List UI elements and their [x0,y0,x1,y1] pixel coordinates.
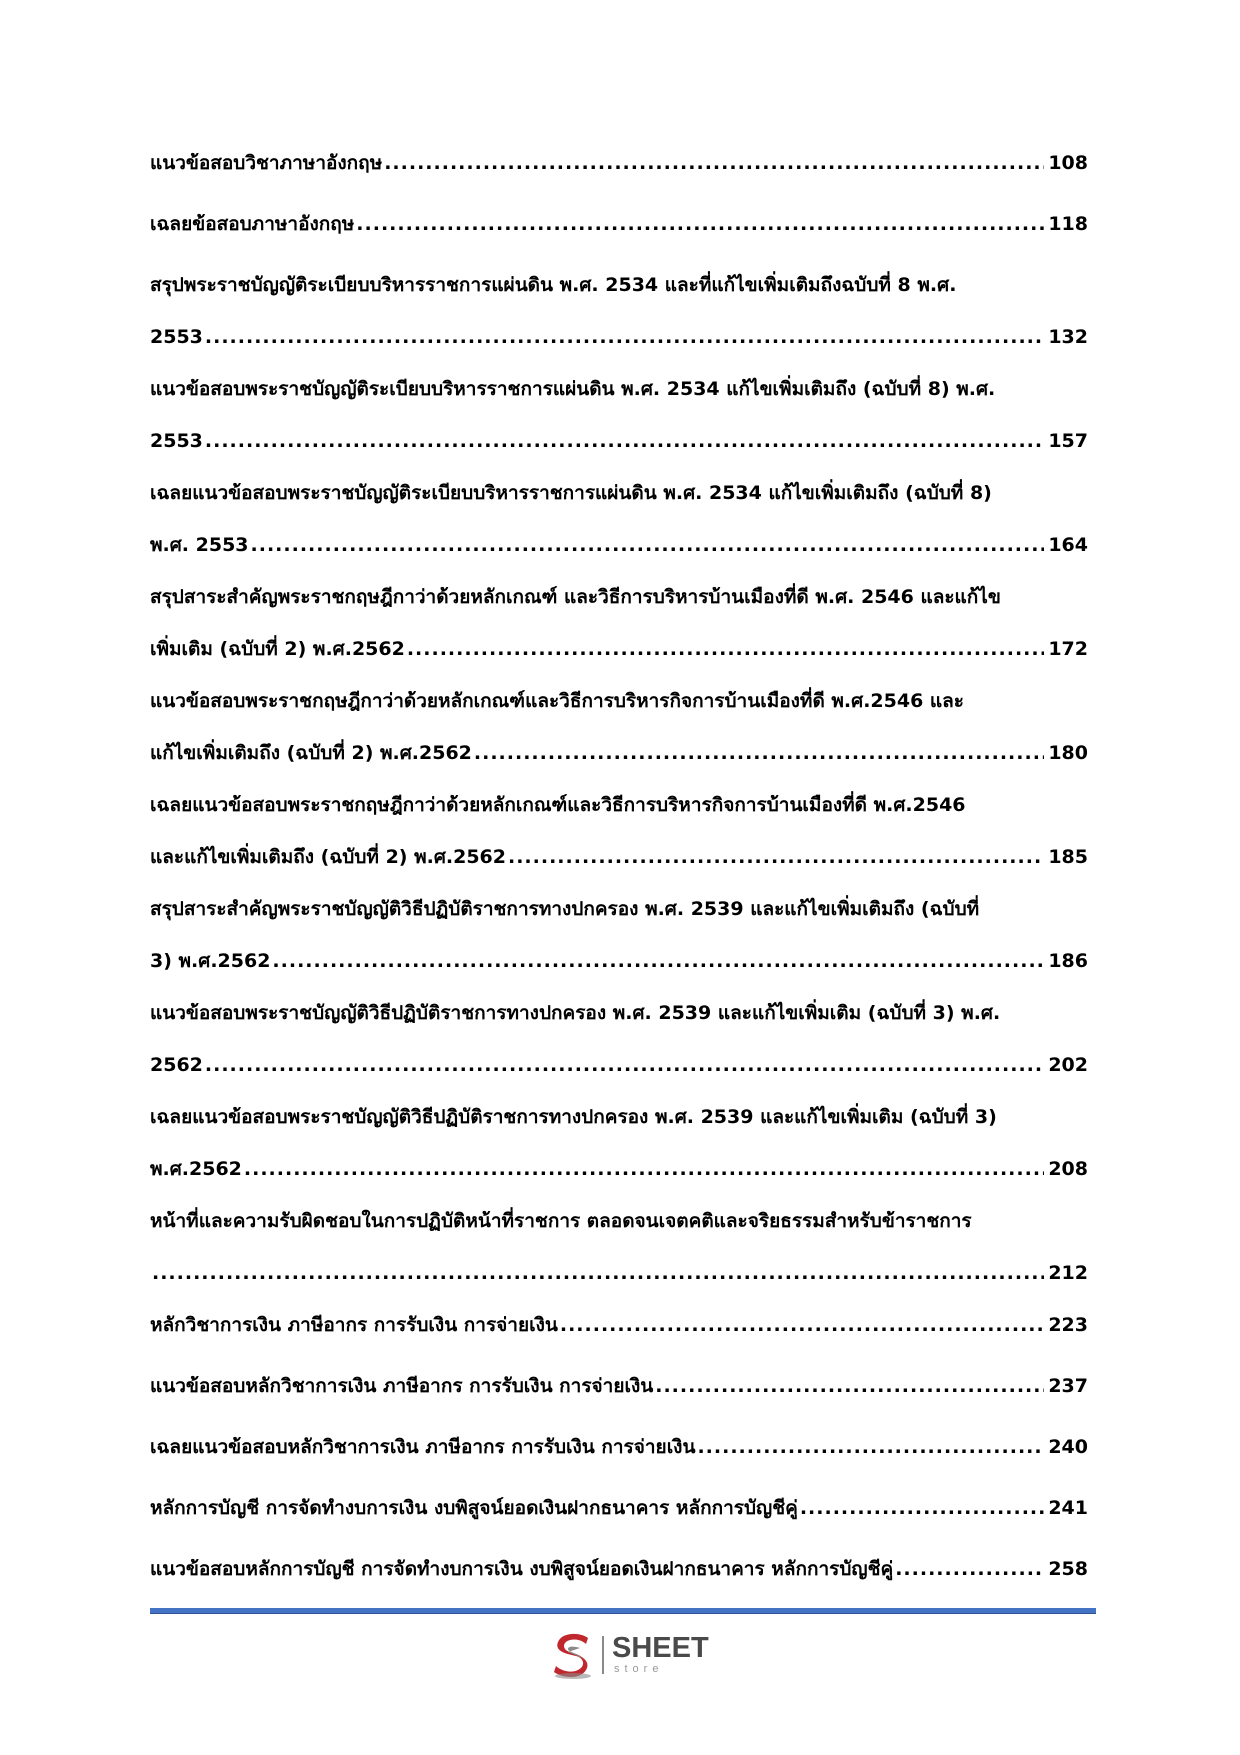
toc-entry [150,211,1088,238]
toc-entry [150,376,1088,455]
toc-page-number: 202 [1048,1054,1088,1076]
toc-entry [150,584,1088,663]
toc-page-number: 180 [1048,742,1088,764]
toc-entry-leader-line [150,1495,1088,1522]
toc-entry-title: แนวข้อสอบหลักการบัญชี การจัดทำงบการเงิน งบพิสูจน์ยอดเงินฝากธนาคาร หลักการบัญชีคู่ [150,1558,894,1580]
toc-entry-title-continuation: 3) พ.ศ.2562 [150,950,271,972]
toc-entry-leader-line [150,636,1088,663]
toc-entry-leader-line [150,1312,1088,1339]
toc-entry [150,1556,1088,1583]
logo-separator [602,1636,604,1674]
toc-entry-title-continuation: 2553 [150,326,203,348]
toc-entry-title: สรุปสาระสำคัญพระราชกฤษฎีกาว่าด้วยหลักเกณฑ์ และวิธีการบริหารบ้านเมืองที่ดี พ.ศ. 2546 และแก้ไข [150,586,1001,608]
toc-entry-title-continuation: 2562 [150,1054,203,1076]
dot-leader [508,844,1044,871]
toc-entry [150,792,1088,871]
dot-leader [356,211,1044,238]
toc-entry-leader-line [150,1052,1088,1079]
dot-leader [560,1312,1044,1339]
toc-entry-leader-line [150,211,1088,238]
toc-entry-leader-line [150,324,1088,351]
toc-entry [150,150,1088,177]
toc-page-number: 223 [1048,1314,1088,1336]
toc-entry-title-continuation: 2553 [150,430,203,452]
toc-entry-leader-line [150,948,1088,975]
toc-page-number: 172 [1048,638,1088,660]
toc-entry-title: แนวข้อสอบพระราชกฤษฎีกาว่าด้วยหลักเกณฑ์และวิธีการบริหารกิจการบ้านเมืองที่ดี พ.ศ.2546 และ [150,690,965,712]
toc-page-number: 241 [1048,1497,1088,1519]
toc-entry [150,1312,1088,1339]
toc-entry [150,1373,1088,1400]
dot-leader [655,1373,1044,1400]
sheet-store-logo [550,1630,720,1680]
toc-page-number: 118 [1048,213,1088,235]
logo-sub-text: store [614,1663,664,1675]
toc-entry-title: หลักวิชาการเงิน ภาษีอากร การรับเงิน การจ่ายเงิน [150,1314,558,1336]
toc-entry-leader-line [150,844,1088,871]
dot-leader [251,532,1045,559]
dot-leader [152,1260,1044,1287]
toc-page-number: 258 [1048,1558,1088,1580]
toc-entry [150,1104,1088,1183]
toc-entry-title: เฉลยแนวข้อสอบพระราชบัญญัติระเบียบบริหารราชการแผ่นดิน พ.ศ. 2534 แก้ไขเพิ่มเติมถึง (ฉบับที่ 8) [150,482,992,504]
dot-leader [697,1434,1044,1461]
toc-entry-title: เฉลยข้อสอบภาษาอังกฤษ [150,213,355,235]
dot-leader [205,324,1044,351]
toc-page-number: 240 [1048,1436,1088,1458]
toc-page-number: 108 [1048,152,1088,174]
dot-leader [205,1052,1044,1079]
toc-entry-title: แนวข้อสอบหลักวิชาการเงิน ภาษีอากร การรับเงิน การจ่ายเงิน [150,1375,654,1397]
toc-page-number: 237 [1048,1375,1088,1397]
dot-leader [205,428,1044,455]
toc-entry [150,272,1088,351]
dot-leader [244,1156,1044,1183]
toc-entry-title: แนวข้อสอบวิชาภาษาอังกฤษ [150,152,383,174]
toc-entry [150,1000,1088,1079]
sheet-store-logo-icon [550,1630,596,1680]
toc-entry-title-continuation: และแก้ไขเพิ่มเติมถึง (ฉบับที่ 2) พ.ศ.2562 [150,846,506,868]
toc-page-number: 212 [1048,1262,1088,1284]
toc-entry-title-continuation: แก้ไขเพิ่มเติมถึง (ฉบับที่ 2) พ.ศ.2562 [150,742,472,764]
toc-entry-title: แนวข้อสอบพระราชบัญญัติระเบียบบริหารราชการแผ่นดิน พ.ศ. 2534 แก้ไขเพิ่มเติมถึง (ฉบับที่ 8) พ.ศ. [150,378,996,400]
toc-entry-leader-line [150,150,1088,177]
toc-page-number: 185 [1048,846,1088,868]
toc-entry [150,1208,1088,1287]
toc-entry-leader-line [150,428,1088,455]
toc-entry-title: สรุปพระราชบัญญัติระเบียบบริหารราชการแผ่นดิน พ.ศ. 2534 และที่แก้ไขเพิ่มเติมถึงฉบับที่ 8 พ.ศ. [150,274,957,296]
toc-entry-leader-line [150,1434,1088,1461]
toc-entry-leader-line [150,532,1088,559]
toc-entry-title: เฉลยแนวข้อสอบหลักวิชาการเงิน ภาษีอากร การรับเงิน การจ่ายเงิน [150,1436,696,1458]
toc-entry-title-continuation: พ.ศ. 2553 [150,534,249,556]
toc-entry-title: เฉลยแนวข้อสอบพระราชบัญญัติวิธีปฏิบัติราชการทางปกครอง พ.ศ. 2539 และแก้ไขเพิ่มเติม (ฉบับที่ 3) [150,1106,997,1128]
toc-entry [150,1495,1088,1522]
dot-leader [895,1556,1044,1583]
toc-page-number: 157 [1048,430,1088,452]
toc-entry-leader-line [150,740,1088,767]
toc-entry-title: เฉลยแนวข้อสอบพระราชกฤษฎีกาว่าด้วยหลักเกณฑ์และวิธีการบริหารกิจการบ้านเมืองที่ดี พ.ศ.2546 [150,794,966,816]
toc-entry-title-continuation: เพิ่มเติม (ฉบับที่ 2) พ.ศ.2562 [150,638,405,660]
dot-leader [407,636,1045,663]
toc-page-number: 132 [1048,326,1088,348]
toc-entry [150,688,1088,767]
dot-leader [384,150,1044,177]
toc-page-number: 164 [1048,534,1088,556]
toc-entry [150,1434,1088,1461]
toc-entry-title: แนวข้อสอบพระราชบัญญัติวิธีปฏิบัติราชการทางปกครอง พ.ศ. 2539 และแก้ไขเพิ่มเติม (ฉบับที่ 3) พ.ศ. [150,1002,1001,1024]
dot-leader [272,948,1044,975]
toc-entry-leader-line [150,1156,1088,1183]
dot-leader [474,740,1044,767]
toc-entry [150,896,1088,975]
toc-entry-leader-line [150,1556,1088,1583]
footer-rule [150,1608,1096,1614]
toc-entry-title: สรุปสาระสำคัญพระราชบัญญัติวิธีปฏิบัติราชการทางปกครอง พ.ศ. 2539 และแก้ไขเพิ่มเติมถึง (ฉบับที่ [150,898,980,920]
dot-leader [800,1495,1045,1522]
toc-entry [150,480,1088,559]
toc-entry-leader-line [150,1260,1088,1287]
toc-entry-title-continuation: พ.ศ.2562 [150,1158,242,1180]
table-of-contents [150,150,1088,1617]
toc-entry-leader-line [150,1373,1088,1400]
toc-entry-title: หน้าที่และความรับผิดชอบในการปฏิบัติหน้าที่ราชการ ตลอดจนเจตคติและจริยธรรมสำหรับข้าราชการ [150,1210,972,1232]
toc-page-number: 186 [1048,950,1088,972]
toc-page-number: 208 [1048,1158,1088,1180]
logo-brand-text: SHEET [612,1632,709,1664]
toc-entry-title: หลักการบัญชี การจัดทำงบการเงิน งบพิสูจน์ยอดเงินฝากธนาคาร หลักการบัญชีคู่ [150,1497,798,1519]
